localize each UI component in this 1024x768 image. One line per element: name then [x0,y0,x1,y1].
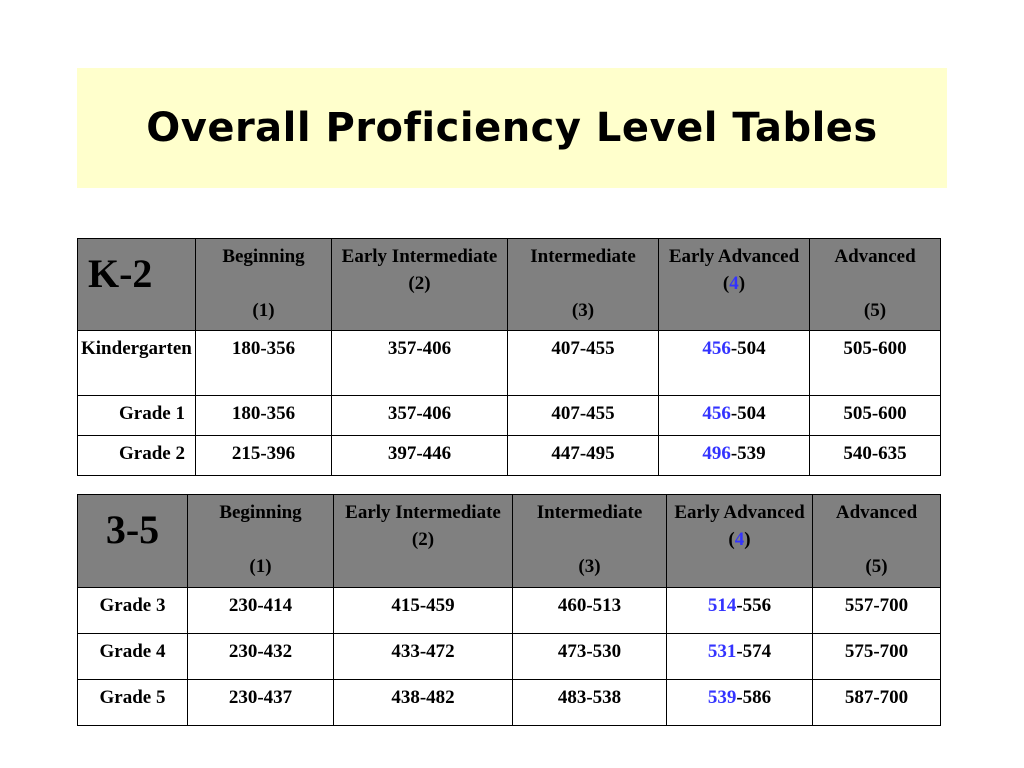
table-row [78,634,941,680]
header-level: (4) [728,529,751,550]
header-intermediate [508,239,659,331]
grade-cell: Grade 2 [78,436,196,476]
grade-cell: Grade 3 [78,588,188,634]
header-level: (3) [571,300,595,321]
header-name: Advanced [834,246,916,267]
intermediate-cell: 473-530 [513,634,667,680]
beginning-cell: 230-437 [188,680,334,726]
header-level: (4) [722,273,746,294]
header-early-advanced [667,495,813,588]
header-name: Intermediate [536,502,643,523]
early-advanced-cell: 531-574 [667,634,813,680]
early-intermediate-cell: 433-472 [334,634,513,680]
header-level: (5) [865,556,888,577]
header-name: Beginning [222,246,305,267]
intermediate-cell: 407-455 [508,331,659,396]
header-early-intermediate [334,495,513,588]
early-intermediate-cell: 415-459 [334,588,513,634]
intermediate-cell: 483-538 [513,680,667,726]
grade-cell: Grade 5 [78,680,188,726]
early-advanced-cell: 514-556 [667,588,813,634]
grade-cell: Grade 4 [78,634,188,680]
header-level: (1) [249,556,272,577]
header-beginning [196,239,332,331]
header-level: (3) [578,556,601,577]
header-level: (2) [408,273,431,294]
intermediate-cell: 447-495 [508,436,659,476]
early-intermediate-cell: 357-406 [332,396,508,436]
table-row [78,331,941,396]
beginning-cell: 180-356 [196,396,332,436]
page-title: Overall Proficiency Level Tables [146,105,878,151]
header-name: Beginning [219,502,302,523]
header-advanced [810,239,941,331]
table-row [78,588,941,634]
header-level: (5) [863,300,887,321]
beginning-cell: 230-414 [188,588,334,634]
beginning-cell: 230-432 [188,634,334,680]
grade-cell: Kindergarten [78,331,196,396]
header-name: Intermediate [530,246,636,267]
early-advanced-cell: 539-586 [667,680,813,726]
table-row [78,396,941,436]
advanced-cell: 505-600 [810,396,941,436]
k2-proficiency-table [77,238,941,476]
header-level: (1) [252,300,275,321]
table-row [78,436,941,476]
intermediate-cell: 407-455 [508,396,659,436]
early-advanced-cell: 456-504 [659,396,810,436]
header-name: Early Advanced [668,246,800,267]
header-beginning [188,495,334,588]
table-header-row [78,495,941,588]
advanced-cell: 505-600 [810,331,941,396]
grades-3-5-proficiency-table [77,494,941,726]
advanced-cell: 587-700 [813,680,941,726]
table-label: K-2 [78,239,196,331]
header-name: Early Intermediate [341,246,498,267]
header-advanced [813,495,941,588]
grade-cell: Grade 1 [78,396,196,436]
advanced-cell: 575-700 [813,634,941,680]
intermediate-cell: 460-513 [513,588,667,634]
header-early-advanced [659,239,810,331]
header-name: Early Intermediate [345,502,501,523]
early-advanced-cell: 456-504 [659,331,810,396]
beginning-cell: 215-396 [196,436,332,476]
table-row [78,680,941,726]
table-label: 3-5 [78,495,188,588]
advanced-cell: 557-700 [813,588,941,634]
title-banner [77,68,947,188]
early-intermediate-cell: 397-446 [332,436,508,476]
advanced-cell: 540-635 [810,436,941,476]
table-header-row [78,239,941,331]
early-intermediate-cell: 438-482 [334,680,513,726]
header-name: Advanced [835,502,918,523]
header-early-intermediate [332,239,508,331]
header-level: (2) [411,529,435,550]
early-intermediate-cell: 357-406 [332,331,508,396]
beginning-cell: 180-356 [196,331,332,396]
header-name: Early Advanced [674,502,805,523]
early-advanced-cell: 496-539 [659,436,810,476]
header-intermediate [513,495,667,588]
